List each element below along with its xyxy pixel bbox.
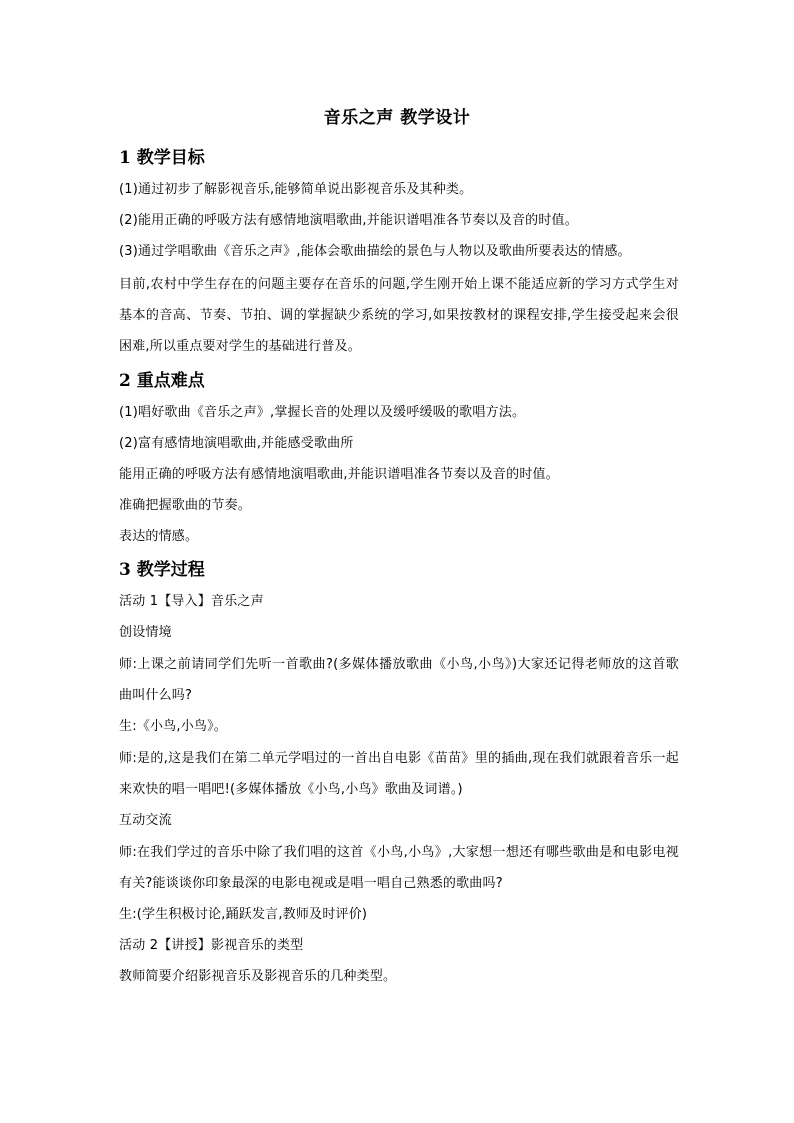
activity-heading: 活动 2【讲授】影视音乐的类型 [119, 938, 304, 953]
section-heading-key-points: 2 重点难点 [119, 371, 205, 391]
activity-heading: 活动 1【导入】音乐之声 [119, 594, 264, 609]
paragraph: 师:在我们学过的音乐中除了我们唱的这首《小鸟,小鸟》,大家想一想还有哪些歌曲是和电影电视有关?能谈谈你印象最深的电影电视或是唱一唱自己熟悉的歌曲吗? [119, 845, 679, 891]
paragraph: 目前,农村中学生存在的问题主要存在音乐的问题,学生刚开始上课不能适应新的学习方式学生对基本的音高、节奏、节拍、调的掌握缺少系统的学习,如果按教材的课程安排,学生接受起来会很困难,所以重点要对学生的基础进行普及。 [119, 277, 679, 354]
paragraph: 生:(学生积极讨论,踊跃发言,教师及时评价) [119, 907, 368, 922]
subheading: 创设情境 [119, 625, 172, 640]
paragraph: 能用正确的呼吸方法有感情地演唱歌曲,并能识谱唱准各节奏以及音的时值。 [119, 467, 559, 482]
paragraph: 表达的情感。 [119, 529, 199, 544]
paragraph: (3)通过学唱歌曲《音乐之声》,能体会歌曲描绘的景色与人物以及歌曲所要表达的情感。 [119, 244, 631, 259]
paragraph: 生:《小鸟,小鸟》。 [119, 719, 228, 734]
paragraph: (1)通过初步了解影视音乐,能够简单说出影视音乐及其种类。 [119, 182, 473, 197]
paragraph: 师:上课之前请同学们先听一首歌曲?(多媒体播放歌曲《小鸟,小鸟》)大家还记得老师放的这首歌曲叫什么吗? [119, 657, 679, 703]
paragraph: 师:是的,这是我们在第二单元学唱过的一首出自电影《苗苗》里的插曲,现在我们就跟着音乐一起来欢快的唱一唱吧!(多媒体播放《小鸟,小鸟》歌曲及词谱。) [119, 751, 679, 797]
paragraph: (1)唱好歌曲《音乐之声》,掌握长音的处理以及缓呼缓吸的歌唱方法。 [119, 405, 526, 420]
document-body [119, 146, 679, 998]
paragraph: (2)能用正确的呼吸方法有感情地演唱歌曲,并能识谱唱准各节奏以及音的时值。 [119, 213, 578, 228]
section-heading-objectives: 1 教学目标 [119, 148, 205, 168]
subheading: 互动交流 [119, 813, 172, 828]
paragraph: 教师简要介绍影视音乐及影视音乐的几种类型。 [119, 969, 397, 984]
document-title: 音乐之声 教学设计 [323, 108, 471, 128]
section-heading-process: 3 教学过程 [119, 560, 205, 580]
paragraph: 准确把握歌曲的节奏。 [119, 498, 252, 513]
paragraph: (2)富有感情地演唱歌曲,并能感受歌曲所 [119, 436, 354, 451]
